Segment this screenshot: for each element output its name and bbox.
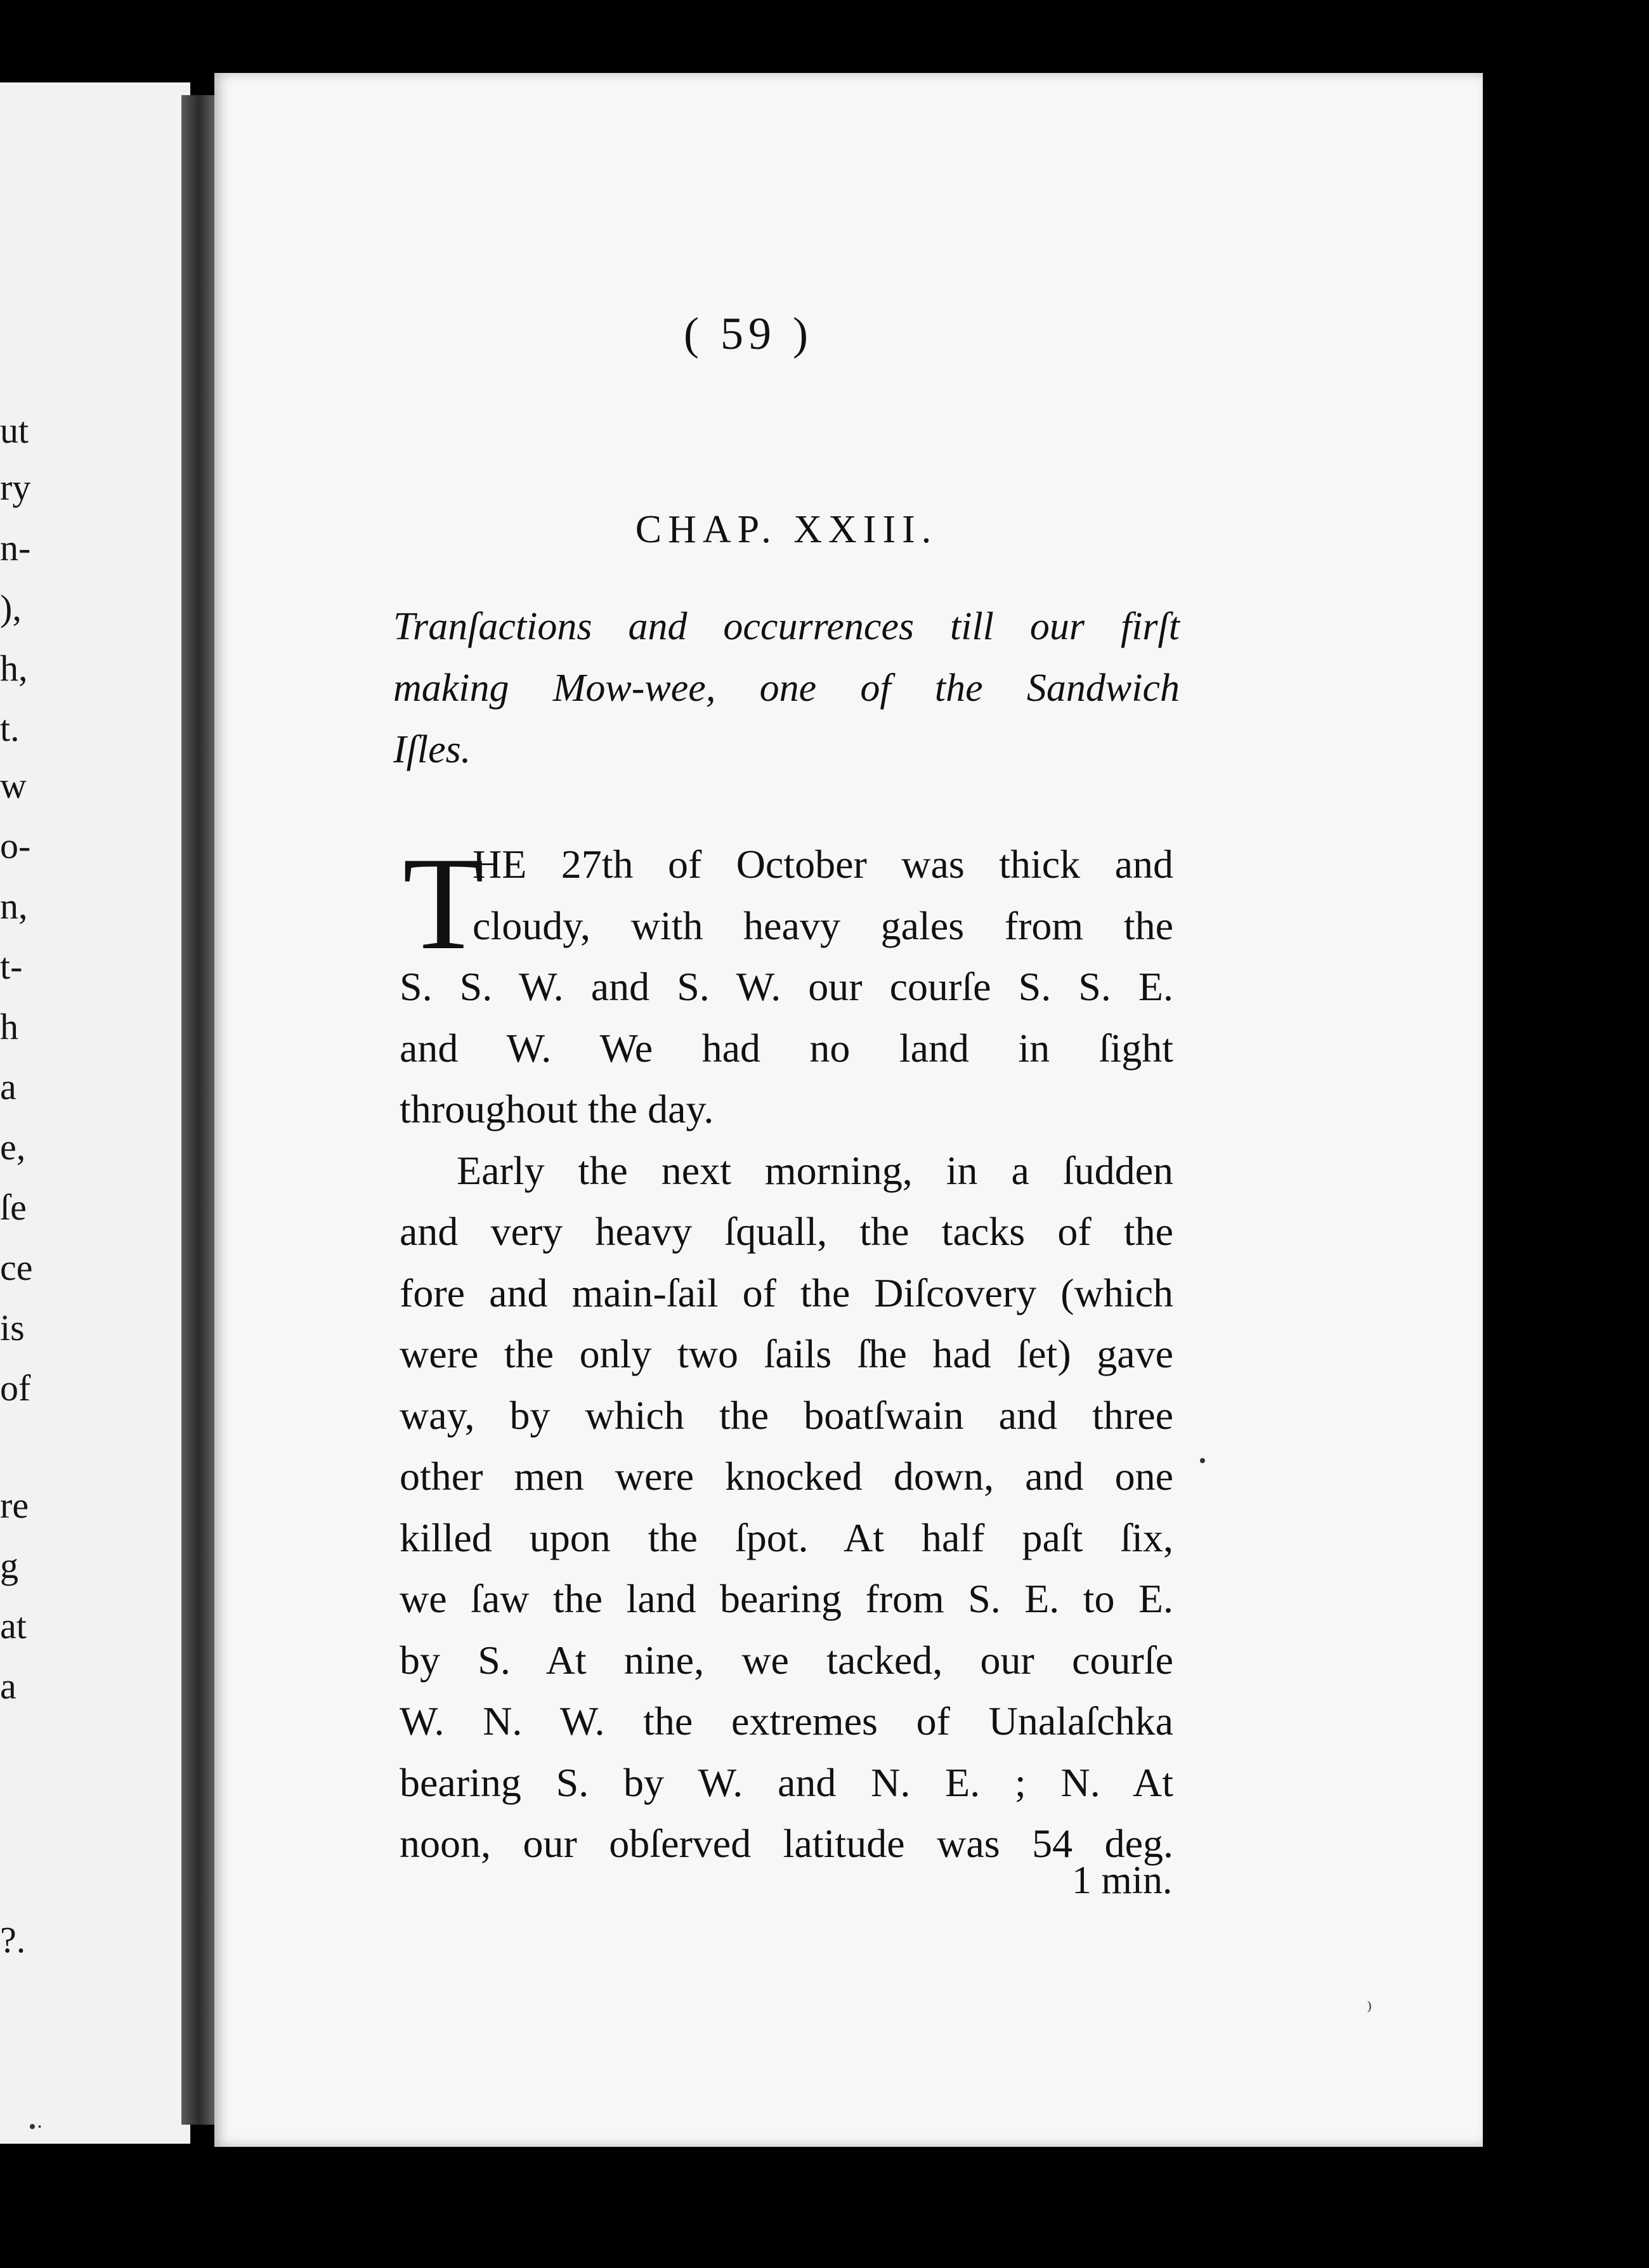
paragraph-line: noon, our obſerved latitude was 54 deg. xyxy=(400,1821,1173,1866)
left-fragment: at xyxy=(0,1605,27,1646)
left-fragment: of xyxy=(0,1367,31,1409)
left-fragment: re xyxy=(0,1485,29,1526)
paragraph-line: we ſaw the land bearing from S. E. to E. xyxy=(400,1576,1173,1621)
left-fragment: a xyxy=(0,1066,16,1107)
left-fragment: t- xyxy=(0,946,23,987)
paragraph-line: other men were knocked down, and one xyxy=(400,1454,1173,1499)
book-gutter xyxy=(181,95,219,2125)
left-fragment: ), xyxy=(0,587,22,629)
left-fragment: ut xyxy=(0,410,29,451)
paragraph-line: W. N. W. the extremes of Unalaſchka xyxy=(400,1698,1173,1743)
left-fragment: t. xyxy=(0,708,20,749)
paragraph-line: S. S. W. and S. W. our courſe S. S. E. xyxy=(400,964,1173,1009)
left-fragment: a xyxy=(0,1665,16,1707)
left-fragment: h xyxy=(0,1006,18,1047)
left-fragment: ce xyxy=(0,1247,33,1288)
paragraph-line: cloudy, with heavy gales from the xyxy=(473,903,1173,948)
chapter-title-line: Tranſactions and occurrences till our firſt xyxy=(393,605,1180,648)
paragraph-line: way, by which the boatſwain and three xyxy=(400,1392,1173,1438)
chapter-title-line: Iſles. xyxy=(393,728,471,771)
chapter-title xyxy=(393,596,1180,781)
paragraph-line: killed upon the ſpot. At half paſt ſix, xyxy=(400,1515,1173,1560)
left-fragment: is xyxy=(0,1307,25,1348)
paragraph-line: HE 27th of October was thick and xyxy=(473,842,1173,887)
paragraph-line: by S. At nine, we tacked, our courſe xyxy=(400,1637,1173,1683)
paragraph-line: Early the next morning, in a ſudden xyxy=(457,1147,1173,1193)
left-fragment: n, xyxy=(0,885,28,927)
print-specks: •· xyxy=(29,2115,44,2139)
left-fragment: n- xyxy=(0,527,31,568)
page-number: ( 59 ) xyxy=(684,308,813,359)
paragraph-line: bearing S. by W. and N. E. ; N. At xyxy=(400,1759,1173,1805)
chapter-title-line: making Mow-wee, one of the Sandwich xyxy=(393,667,1180,710)
paragraph-line: throughout the day. xyxy=(400,1086,714,1131)
drop-cap: T xyxy=(403,830,485,977)
paragraph-line: and W. We had no land in ſight xyxy=(400,1025,1173,1071)
catchword: 1 min. xyxy=(1072,1859,1173,1902)
left-page xyxy=(0,82,190,2144)
chapter-heading: CHAP. XXIII. xyxy=(635,508,938,551)
left-fragment: w xyxy=(0,765,27,806)
print-speck: • xyxy=(1199,1449,1206,1473)
left-fragment: ſe xyxy=(0,1187,27,1228)
paragraph-line: fore and main-ſail of the Diſcovery (which xyxy=(400,1270,1173,1315)
left-fragment: o- xyxy=(0,825,31,866)
paragraph-line: and very heavy ſquall, the tacks of the xyxy=(400,1209,1173,1254)
left-fragment: ?. xyxy=(0,1919,26,1960)
left-fragment: ry xyxy=(0,467,31,508)
paragraph-line: were the only two ſails ſhe had ſet) gave xyxy=(400,1331,1173,1376)
left-fragment: g xyxy=(0,1545,18,1586)
body-text xyxy=(400,830,1173,1875)
left-fragment: e, xyxy=(0,1126,26,1168)
print-mark: ⁾ xyxy=(1367,1999,1372,2023)
left-fragment: h, xyxy=(0,648,28,689)
